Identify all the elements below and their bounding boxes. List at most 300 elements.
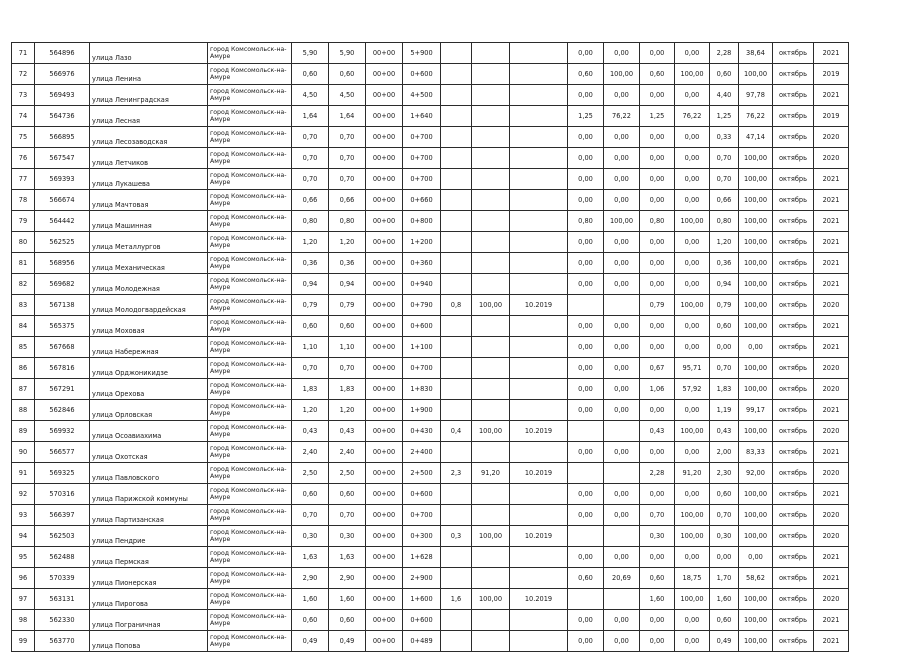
cell-month: октябрь — [773, 211, 814, 232]
table-row — [12, 442, 849, 463]
cell-repaired-pct — [472, 379, 510, 400]
table-row — [12, 169, 849, 190]
cell-city: город Комсомольск-на-Амуре — [208, 64, 292, 85]
cell-length-paved: 0,70 — [329, 505, 366, 526]
cell-end-km: 4+500 — [403, 85, 441, 106]
cell-street-name: улица Орловская — [90, 400, 208, 421]
cell-repaired-pct — [472, 127, 510, 148]
table-row — [12, 211, 849, 232]
cell-street-name: улица Пионерская — [90, 568, 208, 589]
cell-end-km: 0+700 — [403, 127, 441, 148]
cell-normative-pct: 0,00 — [604, 43, 640, 64]
cell-street-name: улица Осоавиахима — [90, 421, 208, 442]
cell-start-km: 00+00 — [366, 400, 403, 421]
cell-length-total: 0,30 — [292, 526, 329, 547]
table-row — [12, 589, 849, 610]
cell-row-number: 79 — [12, 211, 35, 232]
cell-start-km: 00+00 — [366, 631, 403, 652]
cell-normative-pct: 0,00 — [604, 274, 640, 295]
cell-row-number: 72 — [12, 64, 35, 85]
cell-repaired-km — [441, 148, 472, 169]
cell-length-total: 0,66 — [292, 190, 329, 211]
cell-target-pct: 38,64 — [739, 43, 773, 64]
table-row — [12, 274, 849, 295]
cell-repaired-pct: 100,00 — [472, 295, 510, 316]
cell-length-paved: 2,90 — [329, 568, 366, 589]
cell-road-id: 562330 — [35, 610, 90, 631]
cell-row-number: 86 — [12, 358, 35, 379]
cell-normative-km: 0,60 — [568, 64, 604, 85]
cell-state-km: 0,60 — [640, 64, 675, 85]
cell-length-paved: 0,70 — [329, 358, 366, 379]
cell-end-km: 0+600 — [403, 484, 441, 505]
table-row — [12, 421, 849, 442]
cell-year: 2020 — [814, 463, 849, 484]
cell-street-name: улица Попова — [90, 631, 208, 652]
cell-normative-pct: 0,00 — [604, 505, 640, 526]
cell-repaired-pct — [472, 316, 510, 337]
cell-target-km: 0,66 — [710, 190, 739, 211]
cell-target-km: 1,25 — [710, 106, 739, 127]
cell-start-km: 00+00 — [366, 358, 403, 379]
cell-start-km: 00+00 — [366, 148, 403, 169]
cell-row-number: 78 — [12, 190, 35, 211]
cell-end-km: 0+700 — [403, 505, 441, 526]
cell-target-km: 1,20 — [710, 232, 739, 253]
cell-start-km: 00+00 — [366, 190, 403, 211]
table-row — [12, 106, 849, 127]
cell-target-pct: 100,00 — [739, 421, 773, 442]
cell-length-total: 0,70 — [292, 127, 329, 148]
cell-normative-km — [568, 421, 604, 442]
cell-length-paved: 1,64 — [329, 106, 366, 127]
cell-repaired-pct — [472, 631, 510, 652]
table-row — [12, 526, 849, 547]
cell-year: 2020 — [814, 589, 849, 610]
cell-end-km: 2+500 — [403, 463, 441, 484]
cell-street-name: улица Пермская — [90, 547, 208, 568]
cell-length-total: 1,64 — [292, 106, 329, 127]
cell-length-paved: 0,36 — [329, 253, 366, 274]
cell-normative-pct: 0,00 — [604, 358, 640, 379]
cell-month: октябрь — [773, 421, 814, 442]
cell-end-km: 0+600 — [403, 64, 441, 85]
cell-target-pct: 100,00 — [739, 589, 773, 610]
cell-normative-pct: 0,00 — [604, 232, 640, 253]
cell-city: город Комсомольск-на-Амуре — [208, 505, 292, 526]
roads-table — [11, 42, 849, 652]
cell-row-number: 81 — [12, 253, 35, 274]
cell-repair-date — [510, 169, 568, 190]
cell-length-total: 0,80 — [292, 211, 329, 232]
cell-target-km: 0,00 — [710, 337, 739, 358]
cell-repaired-km — [441, 211, 472, 232]
cell-repaired-km: 1,6 — [441, 589, 472, 610]
cell-street-name: улица Механическая — [90, 253, 208, 274]
cell-state-pct: 100,00 — [675, 505, 710, 526]
cell-repair-date — [510, 631, 568, 652]
cell-row-number: 98 — [12, 610, 35, 631]
cell-repair-date — [510, 85, 568, 106]
cell-state-pct: 0,00 — [675, 232, 710, 253]
cell-length-total: 0,94 — [292, 274, 329, 295]
cell-repaired-pct — [472, 568, 510, 589]
table-row — [12, 43, 849, 64]
cell-normative-pct: 0,00 — [604, 148, 640, 169]
table-row — [12, 568, 849, 589]
cell-street-name: улица Лазо — [90, 43, 208, 64]
cell-target-km: 0,70 — [710, 505, 739, 526]
cell-start-km: 00+00 — [366, 589, 403, 610]
cell-city: город Комсомольск-на-Амуре — [208, 442, 292, 463]
cell-state-pct: 100,00 — [675, 211, 710, 232]
cell-street-name: улица Машинная — [90, 211, 208, 232]
cell-street-name: улица Охотская — [90, 442, 208, 463]
cell-repair-date — [510, 337, 568, 358]
cell-repaired-km — [441, 358, 472, 379]
cell-road-id: 566674 — [35, 190, 90, 211]
cell-road-id: 563131 — [35, 589, 90, 610]
cell-repair-date — [510, 358, 568, 379]
cell-street-name: улица Ленина — [90, 64, 208, 85]
cell-length-paved: 0,49 — [329, 631, 366, 652]
cell-row-number: 80 — [12, 232, 35, 253]
cell-end-km: 0+600 — [403, 610, 441, 631]
cell-target-pct: 100,00 — [739, 211, 773, 232]
cell-state-km: 0,67 — [640, 358, 675, 379]
cell-length-total: 0,60 — [292, 610, 329, 631]
cell-month: октябрь — [773, 64, 814, 85]
cell-start-km: 00+00 — [366, 295, 403, 316]
cell-length-paved: 1,83 — [329, 379, 366, 400]
cell-state-km: 0,00 — [640, 442, 675, 463]
cell-normative-pct: 0,00 — [604, 190, 640, 211]
cell-row-number: 75 — [12, 127, 35, 148]
cell-street-name: улица Молодогвардейская — [90, 295, 208, 316]
cell-repaired-km — [441, 484, 472, 505]
cell-road-id: 570316 — [35, 484, 90, 505]
cell-start-km: 00+00 — [366, 484, 403, 505]
cell-month: октябрь — [773, 232, 814, 253]
cell-road-id: 567816 — [35, 358, 90, 379]
cell-row-number: 87 — [12, 379, 35, 400]
cell-state-km: 0,00 — [640, 169, 675, 190]
cell-year: 2020 — [814, 379, 849, 400]
cell-state-km: 0,00 — [640, 148, 675, 169]
cell-normative-km: 0,00 — [568, 442, 604, 463]
cell-state-pct: 76,22 — [675, 106, 710, 127]
cell-road-id: 569932 — [35, 421, 90, 442]
cell-normative-pct — [604, 463, 640, 484]
cell-target-km: 0,30 — [710, 526, 739, 547]
cell-target-pct: 100,00 — [739, 295, 773, 316]
cell-repaired-pct — [472, 43, 510, 64]
cell-row-number: 90 — [12, 442, 35, 463]
cell-repaired-pct — [472, 190, 510, 211]
cell-road-id: 564736 — [35, 106, 90, 127]
cell-repaired-pct — [472, 442, 510, 463]
cell-repaired-pct — [472, 400, 510, 421]
cell-state-pct: 0,00 — [675, 610, 710, 631]
cell-target-pct: 100,00 — [739, 631, 773, 652]
cell-target-pct: 97,78 — [739, 85, 773, 106]
cell-end-km: 1+900 — [403, 400, 441, 421]
cell-month: октябрь — [773, 337, 814, 358]
cell-normative-km: 0,00 — [568, 610, 604, 631]
cell-normative-km — [568, 526, 604, 547]
cell-length-paved: 0,43 — [329, 421, 366, 442]
cell-repaired-pct: 100,00 — [472, 526, 510, 547]
cell-state-km: 0,00 — [640, 631, 675, 652]
cell-state-km: 0,30 — [640, 526, 675, 547]
cell-length-total: 0,36 — [292, 253, 329, 274]
cell-normative-pct: 0,00 — [604, 316, 640, 337]
cell-repair-date — [510, 253, 568, 274]
cell-target-pct: 100,00 — [739, 505, 773, 526]
cell-state-km: 0,00 — [640, 190, 675, 211]
cell-state-pct: 0,00 — [675, 547, 710, 568]
cell-normative-pct: 0,00 — [604, 379, 640, 400]
cell-month: октябрь — [773, 85, 814, 106]
cell-repaired-km — [441, 106, 472, 127]
cell-normative-pct — [604, 526, 640, 547]
cell-repair-date — [510, 568, 568, 589]
cell-repair-date — [510, 232, 568, 253]
cell-state-km: 1,25 — [640, 106, 675, 127]
cell-start-km: 00+00 — [366, 421, 403, 442]
cell-row-number: 88 — [12, 400, 35, 421]
cell-state-km: 1,06 — [640, 379, 675, 400]
cell-month: октябрь — [773, 253, 814, 274]
cell-year: 2021 — [814, 337, 849, 358]
cell-length-total: 1,83 — [292, 379, 329, 400]
table-row — [12, 337, 849, 358]
table-row — [12, 253, 849, 274]
cell-target-km: 0,49 — [710, 631, 739, 652]
cell-target-km: 0,60 — [710, 64, 739, 85]
cell-state-pct: 0,00 — [675, 400, 710, 421]
cell-year: 2020 — [814, 505, 849, 526]
cell-target-pct: 83,33 — [739, 442, 773, 463]
cell-repair-date — [510, 106, 568, 127]
cell-year: 2021 — [814, 610, 849, 631]
cell-target-pct: 100,00 — [739, 148, 773, 169]
cell-city: город Комсомольск-на-Амуре — [208, 610, 292, 631]
cell-length-total: 0,43 — [292, 421, 329, 442]
cell-normative-pct: 0,00 — [604, 547, 640, 568]
cell-target-pct: 100,00 — [739, 232, 773, 253]
cell-start-km: 00+00 — [366, 337, 403, 358]
cell-repair-date — [510, 148, 568, 169]
cell-target-km: 1,70 — [710, 568, 739, 589]
cell-road-id: 567291 — [35, 379, 90, 400]
cell-month: октябрь — [773, 400, 814, 421]
cell-road-id: 566976 — [35, 64, 90, 85]
cell-start-km: 00+00 — [366, 169, 403, 190]
cell-normative-pct — [604, 589, 640, 610]
cell-repair-date: 10.2019 — [510, 421, 568, 442]
cell-state-km: 1,60 — [640, 589, 675, 610]
cell-repair-date — [510, 400, 568, 421]
cell-state-pct: 0,00 — [675, 43, 710, 64]
cell-state-pct: 0,00 — [675, 148, 710, 169]
cell-end-km: 1+830 — [403, 379, 441, 400]
cell-year: 2021 — [814, 211, 849, 232]
cell-month: октябрь — [773, 379, 814, 400]
cell-row-number: 96 — [12, 568, 35, 589]
cell-end-km: 1+600 — [403, 589, 441, 610]
cell-length-paved: 1,20 — [329, 232, 366, 253]
cell-length-total: 2,90 — [292, 568, 329, 589]
cell-end-km: 0+800 — [403, 211, 441, 232]
cell-year: 2021 — [814, 190, 849, 211]
cell-month: октябрь — [773, 442, 814, 463]
table-row — [12, 505, 849, 526]
cell-row-number: 73 — [12, 85, 35, 106]
cell-month: октябрь — [773, 526, 814, 547]
cell-state-km: 0,00 — [640, 253, 675, 274]
cell-year: 2021 — [814, 484, 849, 505]
cell-city: город Комсомольск-на-Амуре — [208, 589, 292, 610]
cell-start-km: 00+00 — [366, 106, 403, 127]
cell-normative-km: 0,00 — [568, 127, 604, 148]
cell-target-pct: 100,00 — [739, 316, 773, 337]
cell-normative-pct: 100,00 — [604, 64, 640, 85]
cell-state-pct: 100,00 — [675, 64, 710, 85]
cell-end-km: 0+700 — [403, 148, 441, 169]
cell-normative-km: 1,25 — [568, 106, 604, 127]
table-row — [12, 127, 849, 148]
cell-state-km: 0,00 — [640, 85, 675, 106]
cell-state-pct: 18,75 — [675, 568, 710, 589]
cell-target-km: 0,43 — [710, 421, 739, 442]
cell-repaired-km — [441, 337, 472, 358]
cell-length-total: 0,70 — [292, 169, 329, 190]
cell-end-km: 0+700 — [403, 358, 441, 379]
cell-target-pct: 100,00 — [739, 64, 773, 85]
cell-repaired-km: 2,3 — [441, 463, 472, 484]
cell-repaired-pct — [472, 610, 510, 631]
cell-target-km: 0,60 — [710, 316, 739, 337]
cell-road-id: 569682 — [35, 274, 90, 295]
cell-repaired-km: 0,3 — [441, 526, 472, 547]
cell-length-paved: 0,70 — [329, 127, 366, 148]
table-row — [12, 148, 849, 169]
cell-end-km: 0+660 — [403, 190, 441, 211]
cell-start-km: 00+00 — [366, 463, 403, 484]
cell-city: город Комсомольск-на-Амуре — [208, 526, 292, 547]
table-row — [12, 358, 849, 379]
cell-repair-date — [510, 43, 568, 64]
cell-repaired-km — [441, 232, 472, 253]
cell-year: 2020 — [814, 526, 849, 547]
cell-year: 2021 — [814, 316, 849, 337]
cell-target-km: 2,28 — [710, 43, 739, 64]
cell-end-km: 0+940 — [403, 274, 441, 295]
cell-year: 2021 — [814, 568, 849, 589]
table-row — [12, 631, 849, 652]
cell-target-km: 1,83 — [710, 379, 739, 400]
cell-repaired-pct — [472, 148, 510, 169]
table-row — [12, 547, 849, 568]
cell-end-km: 5+900 — [403, 43, 441, 64]
cell-state-pct: 57,92 — [675, 379, 710, 400]
cell-repaired-km — [441, 505, 472, 526]
cell-normative-pct: 0,00 — [604, 484, 640, 505]
cell-street-name: улица Орджоникидзе — [90, 358, 208, 379]
cell-row-number: 92 — [12, 484, 35, 505]
cell-road-id: 570339 — [35, 568, 90, 589]
cell-length-paved: 2,50 — [329, 463, 366, 484]
cell-repair-date — [510, 547, 568, 568]
cell-length-total: 0,60 — [292, 316, 329, 337]
cell-city: город Комсомольск-на-Амуре — [208, 211, 292, 232]
cell-start-km: 00+00 — [366, 232, 403, 253]
cell-repaired-pct — [472, 505, 510, 526]
cell-street-name: улица Мачтовая — [90, 190, 208, 211]
cell-month: октябрь — [773, 190, 814, 211]
cell-road-id: 567668 — [35, 337, 90, 358]
cell-start-km: 00+00 — [366, 85, 403, 106]
cell-month: октябрь — [773, 127, 814, 148]
cell-street-name: улица Металлургов — [90, 232, 208, 253]
cell-repaired-km — [441, 400, 472, 421]
cell-target-km: 2,00 — [710, 442, 739, 463]
cell-road-id: 564442 — [35, 211, 90, 232]
cell-normative-km: 0,00 — [568, 400, 604, 421]
cell-street-name: улица Набережная — [90, 337, 208, 358]
cell-repaired-pct — [472, 337, 510, 358]
cell-road-id: 566577 — [35, 442, 90, 463]
cell-repair-date — [510, 211, 568, 232]
cell-repaired-pct — [472, 484, 510, 505]
cell-start-km: 00+00 — [366, 610, 403, 631]
cell-end-km: 0+360 — [403, 253, 441, 274]
cell-target-pct: 100,00 — [739, 169, 773, 190]
cell-row-number: 76 — [12, 148, 35, 169]
cell-month: октябрь — [773, 463, 814, 484]
cell-length-paved: 0,94 — [329, 274, 366, 295]
cell-repaired-pct — [472, 211, 510, 232]
cell-state-pct: 0,00 — [675, 337, 710, 358]
cell-street-name: улица Лукашева — [90, 169, 208, 190]
cell-state-pct: 100,00 — [675, 421, 710, 442]
cell-city: город Комсомольск-на-Амуре — [208, 295, 292, 316]
cell-month: октябрь — [773, 505, 814, 526]
cell-normative-km: 0,00 — [568, 190, 604, 211]
cell-state-pct: 0,00 — [675, 442, 710, 463]
cell-start-km: 00+00 — [366, 505, 403, 526]
cell-road-id: 565375 — [35, 316, 90, 337]
cell-end-km: 0+430 — [403, 421, 441, 442]
cell-month: октябрь — [773, 631, 814, 652]
cell-normative-km: 0,00 — [568, 316, 604, 337]
table-row — [12, 463, 849, 484]
cell-city: город Комсомольск-на-Амуре — [208, 379, 292, 400]
cell-repaired-km — [441, 631, 472, 652]
cell-street-name: улица Ленинградская — [90, 85, 208, 106]
cell-length-paved: 0,66 — [329, 190, 366, 211]
cell-length-paved: 5,90 — [329, 43, 366, 64]
cell-year: 2021 — [814, 43, 849, 64]
cell-repaired-km — [441, 442, 472, 463]
cell-road-id: 562846 — [35, 400, 90, 421]
cell-row-number: 94 — [12, 526, 35, 547]
cell-normative-km: 0,80 — [568, 211, 604, 232]
cell-street-name: улица Партизанская — [90, 505, 208, 526]
cell-normative-km: 0,00 — [568, 43, 604, 64]
cell-year: 2019 — [814, 106, 849, 127]
